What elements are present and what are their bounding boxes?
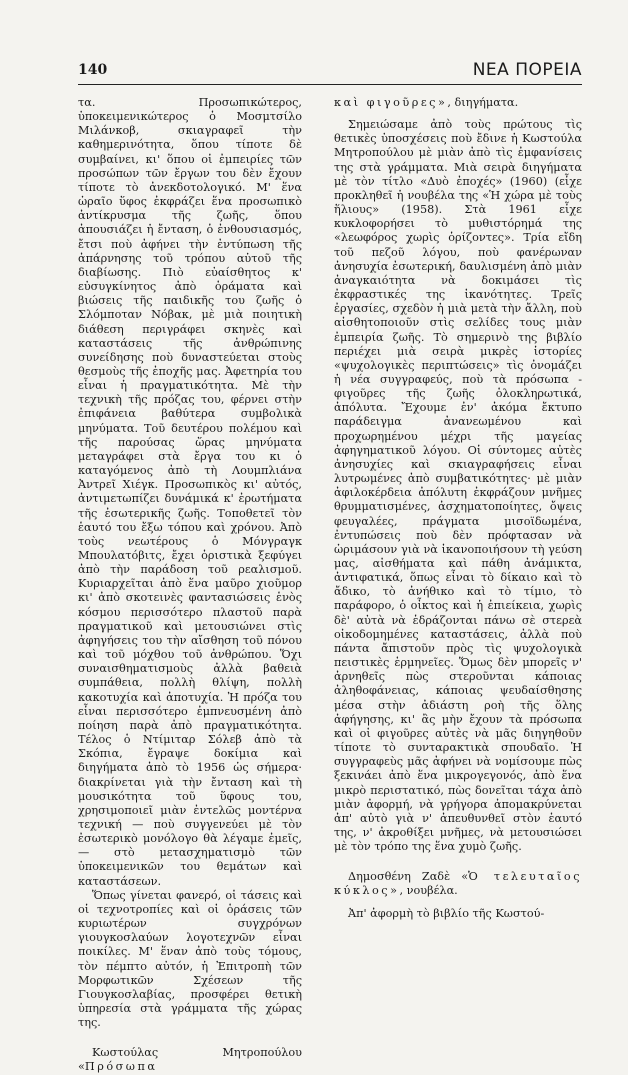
right-column (334, 96, 582, 921)
review-author: Κωστούλας Μητροπούλου « (78, 1046, 302, 1074)
review-book-title-2: Ὁ τελευταῖος κύκλος» (334, 870, 582, 898)
left-column (78, 96, 302, 1075)
review-heading-mitropoulou (78, 1046, 302, 1074)
book-genre-2: , νουβέλα. (399, 884, 458, 898)
review-book-title: Πρόσωπα (84, 1060, 158, 1074)
page-number: 140 (78, 62, 108, 78)
journal-title: ΝΕΑ ΠΟΡΕΙΑ (472, 60, 582, 80)
right-paragraph-1: Σημειώσαμε ἀπὸ τοὺς πρώτους τὶς θετικὲς ὑποσχέσεις ποὺ ἔδινε ἡ Κωστούλα Μητροπούλου μὲ μιὰν ἀπὸ τὶς ἐμφανίσεις της στὰ γράμματα. Μιὰ σειρὰ διηγήματα μὲ τὸν τίτλο «Δυὸ ἐποχές» (1960) (εἶχε προκληθεῖ ἡ νουβέλα της «Ἡ χώρα μὲ τοὺς ἥλιους» (1958). Στὰ 1961 εἶχε κυκλοφορήσει τὸ μυθιστόρημά της «λεωφόρος χωρὶς ὁρίζοντες». Τρία εἴδη τοῦ πεζοῦ λόγου, ποὺ φανέρωναν ἀνησυχία ἐσωτερική, δαυλισμένη ἀπὸ μιὰν ἀναγκαιότητα νὰ δοκιμάσει τὶς ἐκφραστικές της ἱκανότητες. Τρεῖς ἐργασίες, σχεδὸν ἡ μιὰ μετὰ τὴν ἄλλη, ποὺ αἰσθητοποιοῦν στὶς σελίδες τους μιὰν ἐμπειρία ζωῆς. Τὸ σημερινὸ της βιβλίο περιέχει μιὰ σειρὰ μικρὲς ἱστορίες «ψυχολογικὲς περιπτώσεις» τὶς ὀνομάζει ἡ νέα συγγραφεύς, ποὺ τὰ πρόσωπα - φιγοῦρες τῆς ζωῆς ὁλοκληρωτικά, ἀπόλυτα. Ἔχουμε ἐν' ἀκόμα ἔκτυπο παράδειγμα ἀνανεωμένου καὶ προχωρημένου μέχρι τῆς μαγείας ἀφηγηματικοῦ λόγου. Οἱ σύντομες αὐτὲς ἀνησυχίες καὶ σκιαγραφήσεις εἶναι λυτρωμένες ἀπὸ συμβατικότητες· μὲ μιὰν ἀφιλοκέρδεια ἀπόλυτη ἐκφράζουν μνῆμες θρυμματισμένες, ἀσχηματοποίητες, ὄψεις φευγαλέες, πράγματα μισοϊδωμένα, ἐντυπώσεις ποὺ δὲν πρόφτασαν νὰ ὡριμάσουν γιὰ νὰ ἱκανοποιήσουν τὴ γεύση μας, αἰσθήματα καὶ πάθη ἀνάμικτα, ἀντιφατικά, ὅπως εἶναι τὸ δίκαιο καὶ τὸ ἄδικο, τὸ ἀνήθικο καὶ τὸ τίμιο, τὸ παράφορο, ὁ οἶκτος καὶ ἡ ἐπιείκεια, χωρὶς δὲ' αὐτὰ νὰ ἑδράζονται πάνω σὲ στερεὰ οἰκοδομημένες καταστάσεις, ἀλλὰ ποὺ πάντα ἄπιστοῦν πρὸς τὶς ψυχολογικὰ πειστικὲς ἑρμηνεῖες. Ὅμως δὲν μπορεῖς ν' ἀρνηθεῖς πὼς στεροῦνται κάποιας ἀληθοφάνειας, κάποιας ψευδαίσθησης μέσα στὴν ἀδιάστη ροὴ τῆς ὅλης ἀφήγησης, κι' ἂς μὴν ἔχουν τὰ πρόσωπα καὶ οἱ φιγοῦρες αὐτὲς νὰ μᾶς διηγηθοῦν τίποτε τὸ συνταρακτικὰ σπουδαῖο. Ἡ συγγραφεὺς μᾶς ἀφήνει νὰ νομίσουμε πὼς ξεκινάει ἀπὸ ἕνα μικρογεγονός, ἀπὸ ἕνα μικρὸ περιστατικό, πὼς δονεῖται τάχα ἀπὸ μιὰν ἀφορμή, νὰ γρήγορα ἀπομακρύνεται ἀπ' αὐτὸ γιὰ ν' ἀπευθυνθεῖ στὸν ἑαυτό της, ν' ἀκροθίξει μνῆμες, νὰ μετουσιώσει μὲ τὸν τρόπο της ἕνα χυμὸ ζωῆς. (334, 118, 582, 854)
left-paragraph-1: τα. Προσωπικώτερος, ὑποκειμενικώτερος ὁ Μοσμτσίλο Μιλάνκοβ, σκιαγραφεῖ τὴν καθημερινότητα, ὅπου τίποτε δὲ συμβαίνει, κι' ὅπου οἱ ἐμπειρίες τῶν προσώπων τῶν ἔργων του δὲν ἔχουν τίποτε τὸ ἀνεκδοτολογικό. Μ' ἕνα ὡραῖο ὕφος ἐκφράζει ἕνα προσωπικὸ ἀντίκρυσμα τῆς ζωῆς, ὅπου ἀπουσιάζει ἡ ἔνταση, ὁ ἐνθουσιασμός, ἔτσι ποὺ ἀφήνει τὴν ἐντύπωση τῆς ἀπάρνησης τοῦ τρόπου αὐτοῦ τῆς διαβίωσης. Πιὸ εὐαίσθητος κ' εὐσυγκίνητος ἀπὸ ὁράματα καὶ βιώσεις τῆς παιδικῆς του ζωῆς ὁ Σλόμποταν Νόβακ, μὲ μιὰ ποιητικὴ διάθεση περιγράφει σκηνὲς καὶ καταστάσεις τῆς ἀνθρώπινης συνείδησης ποὺ δυναστεύεται στοὺς θεσμοὺς τῆς ἐποχῆς μας. Ἀφετηρία του εἶναι ἡ πραγματικότητα. Μὲ τὴν τεχνικὴ τῆς πρόζας του, φέρνει στὴν ἐπιφάνεια βαθύτερα συμβολικὰ μηνύματα. Τοῦ δευτέρου πολέμου καὶ τῆς παρούσας ὥρας μηνύματα μεταγράφει στὰ ἔργα του κι ὁ καταγόμενος ἀπὸ τὴ Λουμπλιάνα Ἀντρεῖ Χιέγκ. Προσωπικὸς κι' αὐτός, ἀντιμετωπίζει δυνάμικά κ' ἐρωτήματα τῆς ἐσωτερικῆς ζωῆς. Τοποθετεῖ τὸν ἑαυτό του ἔξω τόπου καὶ χρόνου. Ἀπὸ τοὺς νεωτέρους ὁ Μόνγραγκ Μπουλατόβιτς, ἔχει ὁριστικὰ ξεφύγει ἀπὸ τὴν παράδοση τοῦ ρεαλισμοῦ. Κυριαρχεῖται ἀπὸ ἕνα μαῦρο χιοῦμορ κι' ἀπὸ σκοτεινὲς φαντασιώσεις ἑνὸς κόσμου περισσότερο πλαστοῦ παρὰ πραγματικοῦ καὶ μετουσιώνει στὶς ἀφηγήσεις του τὴν αἴσθηση τοῦ πόνου καὶ τοῦ μόχθου τοῦ ἀνθρώπου. Ὅχι συναισθηματισμοὺς ἀλλὰ βαθειὰ συμπάθεια, πολλὴ θλίψη, πολλὴ κακοτυχία καὶ ἀποτυχία. Ἡ πρόζα του εἶναι περισσότερο ἐμπνευσμένη ἀπὸ ποίηση παρὰ ἀπὸ πραγματικότητα. Τέλος ὁ Ντίμιταρ Σόλεβ ἀπὸ τὰ Σκόπια, ἔγραψε δοκίμια καὶ διηγήματα ἀπὸ τὸ 1956 ὡς σήμερα· διακρίνεται γιὰ τὴν ἔνταση καὶ τὴ μουσικότητα τοῦ ὕφους του, χρησιμοποιεῖ μιὰν ἐντελῶς μοντέρνα τεχνική — ποὺ συγγενεύει μὲ τὸν ἐσωτερικὸ μονόλογο θὰ λέγαμε ἐμεῖς, — στὸ μετασχηματισμὸ τῶν ὑποκειμενικῶν του θεμάτων καὶ καταστάσεων. (78, 96, 302, 888)
review-heading-zade (334, 870, 582, 898)
right-paragraph-3: Ἀπ' ἀφορμὴ τὸ βιβλίο τῆς Κωστού- (348, 906, 545, 920)
book-genre: , διηγήματα. (447, 96, 519, 109)
left-paragraph-2: Ὅπως γίνεται φανερό, οἱ τάσεις καὶ οἱ τεχνοτροπίες καὶ οἱ ὁράσεις τῶν κυριωτέρων συγχρόνων γιουγκοσλαύων λογοτεχνῶν εἶναι ποικίλες. Μ' ἕναν ἀπὸ τοὺς τόμους, τὸν πέμπτο αὐτόν, ἡ Ἐπιτροπὴ τῶν Μορφωτικῶν Σχέσεων τῆς Γιουγκοσλαβίας, προσφέρει θετικὴ ὑπηρεσία στὰ γράμματα τῆς χώρας της. (78, 888, 302, 1030)
review-author-2: Δημοσθένη Ζαδὲ « (348, 870, 469, 884)
book-title-continued: καὶ φιγοῦρες» (334, 96, 448, 109)
running-header (78, 60, 582, 85)
review-heading-continued (334, 96, 582, 110)
